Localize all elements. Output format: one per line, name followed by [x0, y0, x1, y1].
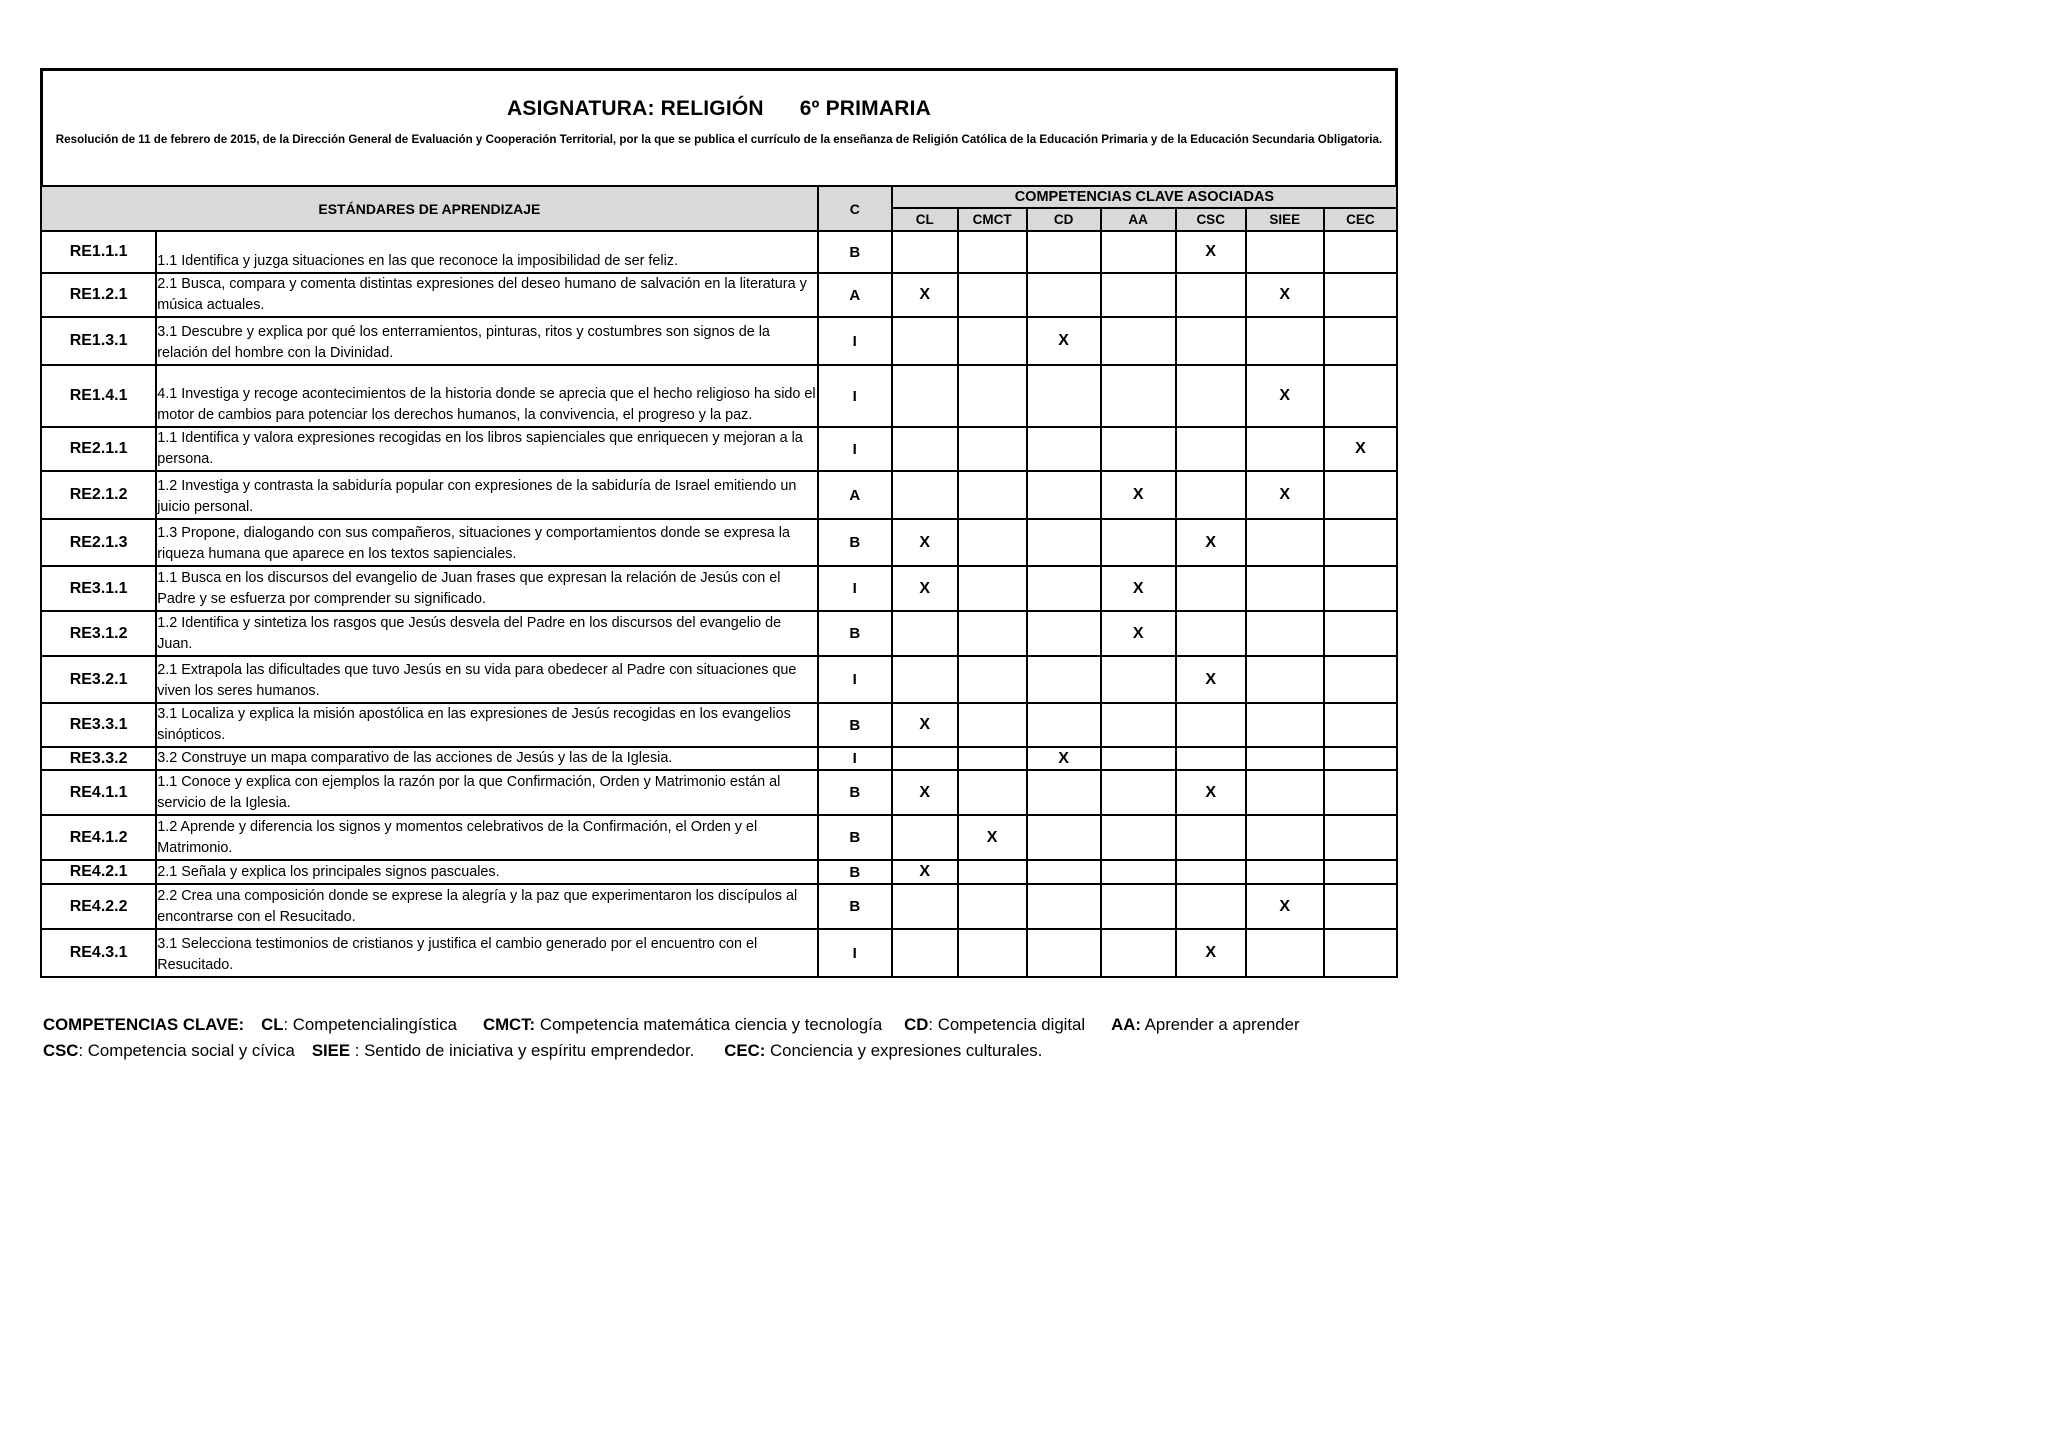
competency-mark-aa [1101, 656, 1176, 703]
standard-code: RE4.1.1 [41, 770, 156, 815]
standard-level: I [818, 747, 892, 770]
competency-mark-cec [1324, 747, 1397, 770]
standard-code: RE3.3.2 [41, 747, 156, 770]
competency-mark-csc: X [1176, 231, 1246, 273]
table-row [41, 273, 1397, 317]
competency-mark-cd: X [1027, 747, 1101, 770]
standard-level: B [818, 231, 892, 273]
standard-code: RE1.4.1 [41, 365, 156, 427]
competency-mark-aa [1101, 317, 1176, 365]
competency-mark-siee [1246, 656, 1324, 703]
competency-mark-cd [1027, 884, 1101, 929]
standard-description: 1.2 Aprende y diferencia los signos y momentos celebrativos de la Confirmación, el Orden y el Matrimonio. [156, 815, 818, 860]
competency-mark-csc: X [1176, 770, 1246, 815]
competency-mark-cec [1324, 365, 1397, 427]
table-row [41, 317, 1397, 365]
competency-mark-siee [1246, 703, 1324, 747]
competency-mark-csc [1176, 427, 1246, 471]
competency-mark-aa [1101, 703, 1176, 747]
standard-description: 3.1 Localiza y explica la misión apostólica en las expresiones de Jesús recogidas en los evangelios sinópticos. [156, 703, 818, 747]
standard-code: RE3.3.1 [41, 703, 156, 747]
competency-mark-aa [1101, 365, 1176, 427]
competency-mark-cec [1324, 815, 1397, 860]
competency-mark-csc [1176, 703, 1246, 747]
competency-mark-cmct [958, 770, 1027, 815]
standard-description: 1.1 Busca en los discursos del evangelio de Juan frases que expresan la relación de Jesús con el Padre y se esfuerza por comprender su significado. [156, 566, 818, 611]
competency-mark-cec [1324, 566, 1397, 611]
standard-level: A [818, 471, 892, 519]
competency-mark-cd [1027, 656, 1101, 703]
competency-mark-aa: X [1101, 566, 1176, 611]
competency-mark-cd [1027, 611, 1101, 656]
header-comp-cd: CD [1027, 208, 1101, 231]
standard-level: B [818, 770, 892, 815]
competency-mark-cec [1324, 703, 1397, 747]
competency-mark-cmct [958, 860, 1027, 884]
legend-description: Aprender a aprender [1140, 1015, 1300, 1034]
competency-mark-cd [1027, 929, 1101, 977]
competency-mark-aa [1101, 929, 1176, 977]
competency-mark-cec [1324, 770, 1397, 815]
competency-mark-cl: X [892, 770, 958, 815]
table-row [41, 815, 1397, 860]
legend [43, 1012, 1443, 1064]
standard-code: RE2.1.2 [41, 471, 156, 519]
competency-mark-siee [1246, 611, 1324, 656]
competency-mark-csc [1176, 611, 1246, 656]
competency-mark-cmct [958, 703, 1027, 747]
competency-mark-siee [1246, 929, 1324, 977]
competency-mark-cmct [958, 566, 1027, 611]
header-standards: ESTÁNDARES DE APRENDIZAJE [41, 186, 818, 231]
competency-mark-siee: X [1246, 884, 1324, 929]
resolution-subtitle: Resolución de 11 de febrero de 2015, de la Dirección General de Evaluación y Cooperación Territorial, por la que se publica el currículo de la enseñanza de Religión Católica de la Educación Primaria y de la Educación Secundaria Obligatoria. [55, 133, 1383, 146]
legend-abbr: AA: [1111, 1015, 1141, 1034]
competency-mark-csc [1176, 566, 1246, 611]
competency-mark-aa [1101, 860, 1176, 884]
competency-mark-aa [1101, 770, 1176, 815]
competency-mark-cmct [958, 611, 1027, 656]
standard-level: B [818, 860, 892, 884]
standard-level: B [818, 815, 892, 860]
competency-mark-aa [1101, 815, 1176, 860]
competency-mark-csc: X [1176, 929, 1246, 977]
competency-mark-aa [1101, 884, 1176, 929]
competency-mark-cmct [958, 884, 1027, 929]
competency-mark-cec [1324, 519, 1397, 566]
standard-description: 1.2 Identifica y sintetiza los rasgos que Jesús desvela del Padre en los discursos del evangelio de Juan. [156, 611, 818, 656]
competency-mark-cmct [958, 231, 1027, 273]
competency-mark-siee [1246, 770, 1324, 815]
competency-mark-cec [1324, 317, 1397, 365]
competency-mark-cl [892, 317, 958, 365]
competency-mark-cmct [958, 365, 1027, 427]
competency-mark-cl [892, 231, 958, 273]
standard-level: B [818, 703, 892, 747]
table-row [41, 860, 1397, 884]
competency-mark-cec [1324, 611, 1397, 656]
legend-abbr: CSC [43, 1041, 79, 1060]
competency-mark-siee [1246, 747, 1324, 770]
competency-mark-csc: X [1176, 656, 1246, 703]
competency-mark-siee: X [1246, 365, 1324, 427]
competency-mark-cmct [958, 273, 1027, 317]
competency-mark-cl [892, 611, 958, 656]
legend-label: COMPETENCIAS CLAVE: [43, 1015, 245, 1034]
legend-abbr: CEC: [724, 1041, 766, 1060]
standard-description: 1.1 Conoce y explica con ejemplos la razón por la que Confirmación, Orden y Matrimonio están al servicio de la Iglesia. [156, 770, 818, 815]
standards-body [41, 231, 1397, 977]
standard-description: 3.1 Descubre y explica por qué los enterramientos, pinturas, ritos y costumbres son signos de la relación del hombre con la Divinidad. [156, 317, 818, 365]
competency-mark-cl [892, 471, 958, 519]
standards-table [40, 185, 1398, 978]
table-row [41, 703, 1397, 747]
competency-mark-cec [1324, 471, 1397, 519]
standard-description: 2.1 Extrapola las dificultades que tuvo Jesús en su vida para obedecer al Padre con situaciones que viven los seres humanos. [156, 656, 818, 703]
competency-mark-aa [1101, 519, 1176, 566]
competency-mark-siee [1246, 231, 1324, 273]
competency-mark-cl [892, 365, 958, 427]
standard-description: 3.2 Construye un mapa comparativo de las acciones de Jesús y las de la Iglesia. [156, 747, 818, 770]
header-comp-csc: CSC [1176, 208, 1246, 231]
standard-code: RE1.1.1 [41, 231, 156, 273]
standard-description: 1.2 Investiga y contrasta la sabiduría popular con expresiones de la sabiduría de Israel emitiendo un juicio personal. [156, 471, 818, 519]
standard-level: I [818, 566, 892, 611]
competency-mark-aa: X [1101, 471, 1176, 519]
standard-code: RE1.3.1 [41, 317, 156, 365]
competency-mark-cl [892, 815, 958, 860]
table-row [41, 611, 1397, 656]
competency-mark-cd [1027, 519, 1101, 566]
competency-mark-csc [1176, 365, 1246, 427]
standard-description: 1.3 Propone, dialogando con sus compañeros, situaciones y comportamientos donde se expresa la riqueza humana que aparece en los textos sapienciales. [156, 519, 818, 566]
competency-mark-cd: X [1027, 317, 1101, 365]
standard-code: RE3.2.1 [41, 656, 156, 703]
standard-description: 2.2 Crea una composición donde se exprese la alegría y la paz que experimentaron los discípulos al encontrarse con el Resucitado. [156, 884, 818, 929]
table-row [41, 929, 1397, 977]
standard-level: B [818, 519, 892, 566]
competency-mark-cec [1324, 273, 1397, 317]
competency-mark-aa: X [1101, 611, 1176, 656]
standard-description: 2.1 Busca, compara y comenta distintas expresiones del deseo humano de salvación en la literatura y música actuales. [156, 273, 818, 317]
competency-mark-cl [892, 929, 958, 977]
standard-level: I [818, 929, 892, 977]
curriculum-sheet [40, 68, 1398, 978]
legend-abbr: CL [261, 1015, 284, 1034]
competency-mark-cec [1324, 929, 1397, 977]
standard-level: I [818, 427, 892, 471]
competency-mark-cd [1027, 703, 1101, 747]
competency-mark-siee: X [1246, 471, 1324, 519]
title-grade: 6º PRIMARIA [799, 97, 931, 120]
competency-mark-cmct [958, 471, 1027, 519]
competency-mark-csc [1176, 471, 1246, 519]
standard-code: RE4.3.1 [41, 929, 156, 977]
competency-mark-cl [892, 656, 958, 703]
competency-mark-csc [1176, 860, 1246, 884]
header-comp-cec: CEC [1324, 208, 1397, 231]
competency-mark-csc: X [1176, 519, 1246, 566]
standard-code: RE2.1.3 [41, 519, 156, 566]
competency-mark-siee [1246, 566, 1324, 611]
competency-mark-cd [1027, 566, 1101, 611]
standard-description: 2.1 Señala y explica los principales signos pascuales. [156, 860, 818, 884]
standard-level: I [818, 317, 892, 365]
competency-mark-cd [1027, 770, 1101, 815]
competency-mark-siee [1246, 860, 1324, 884]
standard-code: RE4.2.2 [41, 884, 156, 929]
standard-description: 4.1 Investiga y recoge acontecimientos de la historia donde se aprecia que el hecho religioso ha sido el motor de cambios para potenciar los derechos humanos, la convivencia, el progreso y la paz. [156, 365, 818, 427]
standard-level: I [818, 656, 892, 703]
standard-code: RE3.1.1 [41, 566, 156, 611]
standard-level: I [818, 365, 892, 427]
standard-code: RE4.2.1 [41, 860, 156, 884]
table-row [41, 884, 1397, 929]
header-comp-cl: CL [892, 208, 958, 231]
legend-description: Competencia matemática ciencia y tecnología [535, 1015, 883, 1034]
competency-mark-aa [1101, 273, 1176, 317]
legend-line-1 [43, 1012, 1443, 1038]
legend-description: : Sentido de iniciativa y espíritu emprendedor. [350, 1041, 695, 1060]
competency-mark-cec [1324, 860, 1397, 884]
table-row [41, 770, 1397, 815]
standard-description: 3.1 Selecciona testimonios de cristianos y justifica el cambio generado por el encuentro con el Resucitado. [156, 929, 818, 977]
header-comp-siee: SIEE [1246, 208, 1324, 231]
competency-mark-cl [892, 884, 958, 929]
legend-abbr: CD [904, 1015, 929, 1034]
competency-mark-cd [1027, 471, 1101, 519]
table-row [41, 471, 1397, 519]
standard-level: B [818, 611, 892, 656]
header-comp-aa: AA [1101, 208, 1176, 231]
standard-code: RE2.1.1 [41, 427, 156, 471]
competency-mark-cmct [958, 317, 1027, 365]
competency-mark-cec [1324, 231, 1397, 273]
competency-mark-cl: X [892, 566, 958, 611]
competency-mark-aa [1101, 427, 1176, 471]
table-row [41, 427, 1397, 471]
competency-mark-cd [1027, 273, 1101, 317]
standard-code: RE4.1.2 [41, 815, 156, 860]
standard-level: A [818, 273, 892, 317]
competency-mark-cmct [958, 519, 1027, 566]
competency-mark-cmct [958, 656, 1027, 703]
competency-mark-cd [1027, 427, 1101, 471]
competency-mark-aa [1101, 747, 1176, 770]
legend-description: : Competencialingística [283, 1015, 457, 1034]
header-c: C [818, 186, 892, 231]
competency-mark-siee [1246, 427, 1324, 471]
standard-level: B [818, 884, 892, 929]
competency-mark-cl [892, 427, 958, 471]
competency-mark-cl: X [892, 273, 958, 317]
title-subject: ASIGNATURA: RELIGIÓN [507, 97, 764, 120]
competency-mark-siee [1246, 815, 1324, 860]
competency-mark-cd [1027, 365, 1101, 427]
table-row [41, 231, 1397, 273]
competency-mark-cmct [958, 427, 1027, 471]
legend-abbr: SIEE [311, 1041, 351, 1060]
legend-abbr: CMCT: [482, 1015, 536, 1034]
competency-mark-cmct [958, 929, 1027, 977]
competency-mark-siee: X [1246, 273, 1324, 317]
competency-mark-cl: X [892, 860, 958, 884]
table-row [41, 747, 1397, 770]
competency-mark-cec [1324, 884, 1397, 929]
competency-mark-csc [1176, 815, 1246, 860]
competency-mark-cmct [958, 747, 1027, 770]
legend-description: : Competencia social y cívica [78, 1041, 295, 1060]
competency-mark-cmct: X [958, 815, 1027, 860]
standard-code: RE3.1.2 [41, 611, 156, 656]
competency-mark-cl: X [892, 519, 958, 566]
standard-description: 1.1 Identifica y juzga situaciones en las que reconoce la imposibilidad de ser feliz. [156, 231, 818, 273]
competency-mark-csc [1176, 747, 1246, 770]
competency-mark-aa [1101, 231, 1176, 273]
header-box [40, 68, 1398, 185]
competency-mark-cl [892, 747, 958, 770]
table-row [41, 519, 1397, 566]
competency-mark-siee [1246, 317, 1324, 365]
competency-mark-cl: X [892, 703, 958, 747]
legend-description: Conciencia y expresiones culturales. [765, 1041, 1043, 1060]
competency-mark-cd [1027, 815, 1101, 860]
header-comp-cmct: CMCT [958, 208, 1027, 231]
page-title [43, 97, 1395, 121]
table-row [41, 365, 1397, 427]
competency-mark-cec [1324, 656, 1397, 703]
legend-description: : Competencia digital [928, 1015, 1086, 1034]
competency-mark-csc [1176, 273, 1246, 317]
standard-code: RE1.2.1 [41, 273, 156, 317]
competency-mark-siee [1246, 519, 1324, 566]
legend-line-2 [43, 1038, 1443, 1064]
competency-mark-csc [1176, 884, 1246, 929]
header-competencias-group: COMPETENCIAS CLAVE ASOCIADAS [892, 186, 1397, 208]
table-row [41, 566, 1397, 611]
table-row [41, 656, 1397, 703]
competency-mark-cd [1027, 231, 1101, 273]
competency-mark-csc [1176, 317, 1246, 365]
competency-mark-cd [1027, 860, 1101, 884]
standard-description: 1.1 Identifica y valora expresiones recogidas en los libros sapienciales que enriquecen y mejoran a la persona. [156, 427, 818, 471]
competency-mark-cec: X [1324, 427, 1397, 471]
